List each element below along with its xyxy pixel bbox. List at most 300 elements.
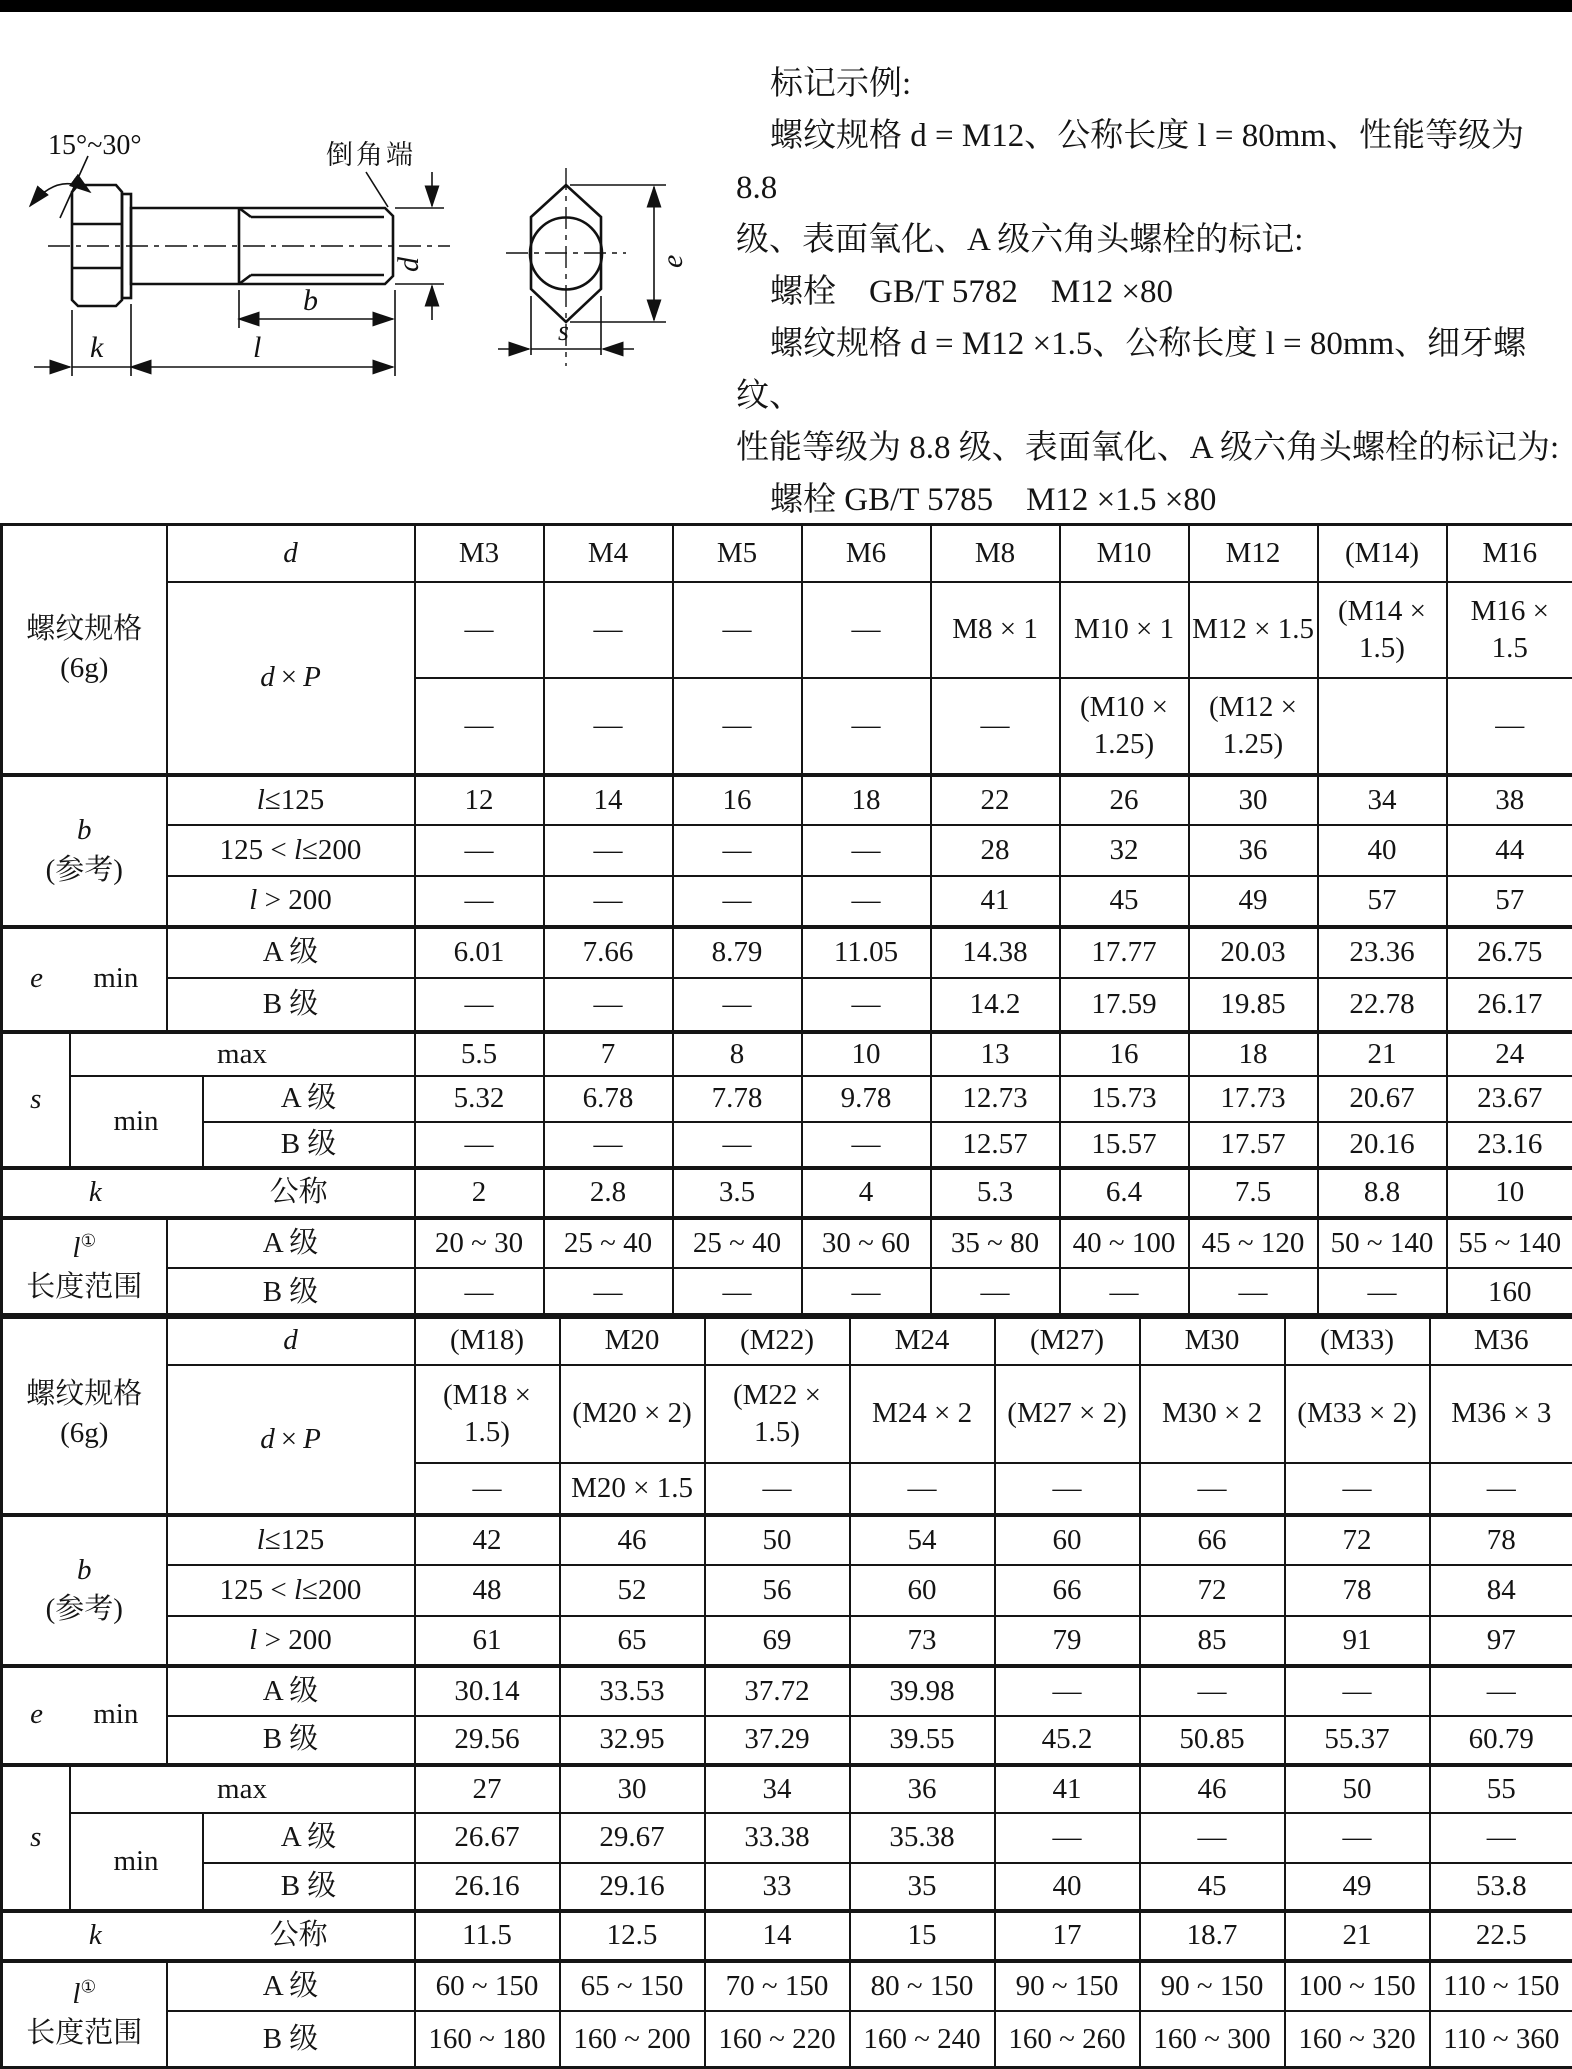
table-cell: — (802, 825, 931, 876)
table-cell: M10 × 1 (1060, 582, 1189, 678)
table-cell: 72 (1140, 1565, 1285, 1616)
table-cell: — (1285, 1813, 1430, 1863)
table-cell: 42 (415, 1515, 560, 1565)
table-cell: (M27 × 2) (995, 1365, 1140, 1463)
marking-line: 级、表面氧化、A 级六角头螺栓的标记: (736, 214, 1560, 266)
marking-line: 螺纹规格 d = M12 ×1.5、公称长度 l = 80mm、细牙螺纹、 (736, 318, 1560, 422)
table-cell: — (544, 825, 673, 876)
table-cell: 19.85 (1189, 978, 1318, 1032)
table-cell: 20 ~ 30 (415, 1218, 544, 1268)
table-cell: 35 (850, 1863, 995, 1911)
table-cell: 100 ~ 150 (1285, 1961, 1430, 2011)
table-row (2, 1565, 1572, 1616)
table-cell: 5.3 (931, 1168, 1060, 1218)
spec-table-m18-m36 (0, 1313, 1572, 2069)
table-cell: 55 ~ 140 (1447, 1218, 1572, 1268)
row-label-s (2, 1765, 70, 1911)
table-cell: 69 (705, 1616, 850, 1666)
row-label-min: min (70, 1076, 203, 1168)
table-row (2, 2011, 1572, 2068)
table-cell: M3 (415, 525, 544, 582)
row-label-dxp (167, 582, 415, 775)
table-cell: (M22) (705, 1315, 850, 1365)
table-cell: 65 (560, 1616, 705, 1666)
table-cell: 72 (1285, 1515, 1430, 1565)
table-cell: — (544, 1122, 673, 1168)
table-cell: 18.7 (1140, 1911, 1285, 1961)
table-row (2, 1813, 1572, 1863)
table-cell: 110 ~ 150 (1430, 1961, 1572, 2011)
row-label-thread-spec (2, 1315, 167, 1515)
table-cell: — (415, 1268, 544, 1318)
table-cell: 28 (931, 825, 1060, 876)
table-cell: 8.8 (1318, 1168, 1447, 1218)
header-row (2, 525, 1572, 582)
table-cell: 21 (1318, 1032, 1447, 1076)
table-cell: M12 (1189, 525, 1318, 582)
e-var: e (30, 959, 43, 998)
table-cell: (M12 × 1.25) (1189, 678, 1318, 775)
table-cell: M8 × 1 (931, 582, 1060, 678)
table-cell: 22.78 (1318, 978, 1447, 1032)
table-cell (1318, 678, 1447, 775)
table-row (2, 1218, 1572, 1268)
table-cell: 5.5 (415, 1032, 544, 1076)
table-cell: 11.05 (802, 927, 931, 978)
table-cell: 55 (1430, 1765, 1572, 1813)
angle-label: 15°~30° (48, 130, 142, 161)
l-var: l (249, 884, 257, 916)
table-cell: 40 (995, 1863, 1140, 1911)
table-cell: 12.5 (560, 1911, 705, 1961)
table-cell: 20.03 (1189, 927, 1318, 978)
table-cell: 14 (705, 1911, 850, 1961)
b-var: b (77, 1554, 92, 1586)
table-cell: 33.38 (705, 1813, 850, 1863)
min-text: min (93, 1695, 138, 1734)
table-cell: — (544, 876, 673, 927)
table-cell: 44 (1447, 825, 1572, 876)
centerlines (48, 168, 626, 366)
table-cell: — (1140, 1813, 1285, 1863)
table-cell: 15 (850, 1911, 995, 1961)
table-cell: M16 × 1.5 (1447, 582, 1572, 678)
table-cell: 97 (1430, 1616, 1572, 1666)
table-cell: — (415, 825, 544, 876)
table-row (2, 775, 1572, 825)
dim-s-label: s (558, 316, 569, 347)
table-cell: — (1140, 1666, 1285, 1716)
table-cell: — (1189, 1268, 1318, 1318)
table-cell: M16 (1447, 525, 1572, 582)
table-cell: 22 (931, 775, 1060, 825)
table-cell: — (673, 1268, 802, 1318)
table-cell: M36 (1430, 1315, 1572, 1365)
l-range-pre: 125 < (220, 1574, 294, 1606)
table-cell: M6 (802, 525, 931, 582)
table-cell: 36 (1189, 825, 1318, 876)
table-cell: 85 (1140, 1616, 1285, 1666)
row-label-d (167, 525, 415, 582)
table-cell: 39.55 (850, 1716, 995, 1765)
table-cell: 12.73 (931, 1076, 1060, 1122)
table-cell: — (544, 1268, 673, 1318)
table-cell: 45 (1060, 876, 1189, 927)
l-var: l (257, 1524, 265, 1556)
table-cell: M12 × 1.5 (1189, 582, 1318, 678)
table-cell: 90 ~ 150 (995, 1961, 1140, 2011)
table-cell: — (1060, 1268, 1189, 1318)
e-var: e (30, 1695, 43, 1734)
table-cell: 29.56 (415, 1716, 560, 1765)
table-cell: 17.77 (1060, 927, 1189, 978)
table-row (2, 1365, 1572, 1463)
d-var: d (283, 537, 298, 569)
table-cell: — (1430, 1463, 1572, 1515)
l-var: l (72, 1232, 80, 1264)
header-row (2, 1315, 1572, 1365)
table-cell: 18 (1189, 1032, 1318, 1076)
table-cell: 12 (415, 775, 544, 825)
row-label-grade-b: B 级 (167, 2011, 415, 2068)
table-cell: 26.75 (1447, 927, 1572, 978)
s-var: s (30, 1083, 41, 1115)
row-label-grade-a: A 级 (203, 1076, 415, 1122)
l-range-rest: ≤200 (302, 1574, 361, 1606)
table-cell: 10 (802, 1032, 931, 1076)
table-cell: 9.78 (802, 1076, 931, 1122)
table-cell: 7 (544, 1032, 673, 1076)
row-label-length-range (2, 1961, 167, 2068)
table-cell: 160 ~ 200 (560, 2011, 705, 2068)
table-cell: 37.72 (705, 1666, 850, 1716)
table-cell: 24 (1447, 1032, 1572, 1076)
marking-line: 螺栓 GB/T 5782 M12 ×80 (736, 266, 1560, 318)
table-cell: M5 (673, 525, 802, 582)
table-cell: 21 (1285, 1911, 1430, 1961)
marking-line: 性能等级为 8.8 级、表面氧化、A 级六角头螺栓的标记为: (736, 422, 1560, 474)
table-cell: — (544, 978, 673, 1032)
table-cell: 160 ~ 180 (415, 2011, 560, 2068)
table-cell: (M18 × 1.5) (415, 1365, 560, 1463)
table-cell: 91 (1285, 1616, 1430, 1666)
table-row (2, 927, 1572, 978)
l-var: l (249, 1624, 257, 1656)
table-cell: 50 (705, 1515, 850, 1565)
table-cell: M30 (1140, 1315, 1285, 1365)
table-cell: 23.16 (1447, 1122, 1572, 1168)
table-cell: 20.67 (1318, 1076, 1447, 1122)
table-cell: 7.78 (673, 1076, 802, 1122)
table-cell: 60.79 (1430, 1716, 1572, 1765)
table-cell: 80 ~ 150 (850, 1961, 995, 2011)
table-cell: — (415, 582, 544, 678)
table-cell: — (1285, 1666, 1430, 1716)
table-row (2, 1716, 1572, 1765)
table-cell: 11.5 (415, 1911, 560, 1961)
row-label-k-nominal (2, 1168, 415, 1218)
row-label-grade-a: A 级 (167, 1666, 415, 1716)
dim-d-label: d (392, 256, 425, 272)
table-row (2, 1076, 1572, 1122)
l-range-pre: 125 < (220, 834, 294, 866)
table-cell: — (673, 678, 802, 775)
table-cell: 33 (705, 1863, 850, 1911)
table-cell: 29.67 (560, 1813, 705, 1863)
nominal-text: 公称 (270, 1174, 328, 1210)
table-cell: 48 (415, 1565, 560, 1616)
table-cell: 65 ~ 150 (560, 1961, 705, 2011)
row-label-l-le-125 (167, 1515, 415, 1565)
footnote-mark: ① (80, 1230, 96, 1250)
row-label-grade-a: A 级 (203, 1813, 415, 1863)
k-var: k (89, 1917, 102, 1953)
b-note: (参考) (5, 1590, 164, 1629)
row-label-l-le-125 (167, 775, 415, 825)
table-row (2, 1911, 1572, 1961)
table-row (2, 1616, 1572, 1666)
table-cell: 26.17 (1447, 978, 1572, 1032)
table-row (2, 876, 1572, 927)
table-cell: 8.79 (673, 927, 802, 978)
table-cell: — (995, 1813, 1140, 1863)
row-label-grade-b: B 级 (167, 1268, 415, 1318)
table-cell: 61 (415, 1616, 560, 1666)
row-label-l-gt-200 (167, 1616, 415, 1666)
table-cell: M24 × 2 (850, 1365, 995, 1463)
thread-spec-text: 螺纹规格 (5, 610, 164, 649)
row-label-grade-a: A 级 (167, 1218, 415, 1268)
table-cell: 23.67 (1447, 1076, 1572, 1122)
table-cell: — (802, 678, 931, 775)
table-cell: 57 (1318, 876, 1447, 927)
table-cell: 17.73 (1189, 1076, 1318, 1122)
table-cell: 90 ~ 150 (1140, 1961, 1285, 2011)
table-cell: 25 ~ 40 (673, 1218, 802, 1268)
row-label-e-min (2, 927, 167, 1032)
marking-title: 标记示例: (736, 58, 1560, 110)
row-label-length-range (2, 1218, 167, 1318)
table-row (2, 1032, 1572, 1076)
table-row (2, 1765, 1572, 1813)
d-var: d (283, 1324, 298, 1356)
dim-l-label: l (253, 331, 261, 364)
table-cell: 32 (1060, 825, 1189, 876)
table-cell: 3.5 (673, 1168, 802, 1218)
table-cell: 70 ~ 150 (705, 1961, 850, 2011)
row-label-dxp (167, 1365, 415, 1515)
table-cell: — (544, 678, 673, 775)
length-range-text: 长度范围 (5, 1268, 164, 1307)
table-cell: 27 (415, 1765, 560, 1813)
table-cell: — (673, 582, 802, 678)
table-cell: 78 (1285, 1565, 1430, 1616)
table-cell: 41 (931, 876, 1060, 927)
table-cell: — (415, 1463, 560, 1515)
table-cell: 29.16 (560, 1863, 705, 1911)
table-cell: 41 (995, 1765, 1140, 1813)
table-cell: — (415, 678, 544, 775)
table-cell: M20 × 1.5 (560, 1463, 705, 1515)
table-cell: 32.95 (560, 1716, 705, 1765)
table-cell: 14.2 (931, 978, 1060, 1032)
table-cell: — (415, 1122, 544, 1168)
length-range-text: 长度范围 (5, 2014, 164, 2053)
bolt-drawing (20, 58, 742, 520)
table-cell: — (1430, 1666, 1572, 1716)
table-cell: (M10 × 1.25) (1060, 678, 1189, 775)
table-row (2, 1515, 1572, 1565)
table-cell: 4 (802, 1168, 931, 1218)
table-cell: (M20 × 2) (560, 1365, 705, 1463)
min-text: min (93, 959, 138, 998)
table-cell: 14 (544, 775, 673, 825)
table-cell: 20.16 (1318, 1122, 1447, 1168)
table-cell: 17.59 (1060, 978, 1189, 1032)
table-cell: 7.66 (544, 927, 673, 978)
table-cell: 160 ~ 220 (705, 2011, 850, 2068)
row-label-grade-b: B 级 (203, 1122, 415, 1168)
table-cell: 26.16 (415, 1863, 560, 1911)
table-cell: — (802, 1122, 931, 1168)
table-row (2, 978, 1572, 1032)
table-cell: 5.32 (415, 1076, 544, 1122)
table-cell: 54 (850, 1515, 995, 1565)
row-label-max: max (70, 1765, 415, 1813)
table-cell: 30 (1189, 775, 1318, 825)
table-cell: 36 (850, 1765, 995, 1813)
times-sign: × (275, 661, 303, 693)
table-cell: 16 (673, 775, 802, 825)
k-var: k (89, 1174, 102, 1210)
spec-table-m3-m16 (0, 523, 1572, 1319)
table-cell: 18 (802, 775, 931, 825)
row-label-max: max (70, 1032, 415, 1076)
row-label-l-125-200 (167, 825, 415, 876)
marking-example (736, 58, 1560, 526)
table-cell: 6.78 (544, 1076, 673, 1122)
p-var: P (303, 1423, 321, 1455)
row-label-grade-b: B 级 (203, 1863, 415, 1911)
table-cell: — (802, 1268, 931, 1318)
table-cell: 23.36 (1318, 927, 1447, 978)
table-cell: 34 (1318, 775, 1447, 825)
table-cell: 22.5 (1430, 1911, 1572, 1961)
d-var: d (260, 661, 275, 693)
table-cell: 60 ~ 150 (415, 1961, 560, 2011)
table-cell: — (931, 1268, 1060, 1318)
l-var: l (257, 784, 265, 816)
table-row (2, 825, 1572, 876)
table-cell: — (850, 1463, 995, 1515)
l-gt-200-text: > 200 (257, 1624, 331, 1656)
row-label-e-min (2, 1666, 167, 1765)
table-cell: 50.85 (1140, 1716, 1285, 1765)
table-row (2, 1666, 1572, 1716)
footnote-mark: ① (80, 1976, 96, 1996)
l-le-125-text: ≤125 (265, 1524, 324, 1556)
table-cell: — (673, 825, 802, 876)
dim-e-label: e (656, 255, 689, 268)
table-cell: — (673, 876, 802, 927)
row-label-l-gt-200 (167, 876, 415, 927)
table-cell: 14.38 (931, 927, 1060, 978)
table-cell: 37.29 (705, 1716, 850, 1765)
table-cell: (M27) (995, 1315, 1140, 1365)
row-label-s (2, 1032, 70, 1168)
table-cell: 6.4 (1060, 1168, 1189, 1218)
s-var: s (30, 1821, 41, 1853)
table-cell: 38 (1447, 775, 1572, 825)
table-cell: 45 ~ 120 (1189, 1218, 1318, 1268)
table-cell: — (544, 582, 673, 678)
table-row (2, 1961, 1572, 2011)
table-cell: — (673, 1122, 802, 1168)
table-cell: 160 ~ 320 (1285, 2011, 1430, 2068)
l-le-125-text: ≤125 (265, 784, 324, 816)
table-cell: 30 (560, 1765, 705, 1813)
table-cell: M4 (544, 525, 673, 582)
table-cell: 73 (850, 1616, 995, 1666)
table-cell: 8 (673, 1032, 802, 1076)
table-cell: (M14) (1318, 525, 1447, 582)
table-cell: 2.8 (544, 1168, 673, 1218)
dim-k-label: k (90, 331, 104, 364)
row-label-b-ref (2, 775, 167, 927)
row-label-grade-a: A 级 (167, 927, 415, 978)
d-var: d (260, 1423, 275, 1455)
marking-line: 螺纹规格 d = M12、公称长度 l = 80mm、性能等级为 8.8 (736, 110, 1560, 214)
table-cell: 6.01 (415, 927, 544, 978)
table-cell: 56 (705, 1565, 850, 1616)
table-cell: 49 (1285, 1863, 1430, 1911)
table-cell: 46 (560, 1515, 705, 1565)
table-cell: M30 × 2 (1140, 1365, 1285, 1463)
l-var: l (72, 1978, 80, 2010)
row-label-grade-a: A 级 (167, 1961, 415, 2011)
table-cell: — (1140, 1463, 1285, 1515)
table-cell: 84 (1430, 1565, 1572, 1616)
table-cell: — (415, 978, 544, 1032)
b-var: b (77, 814, 92, 846)
table-cell: 50 ~ 140 (1318, 1218, 1447, 1268)
table-cell: 17 (995, 1911, 1140, 1961)
table-cell: 160 (1447, 1268, 1572, 1318)
table-cell: (M33 × 2) (1285, 1365, 1430, 1463)
table-cell: — (673, 978, 802, 1032)
table-cell: — (931, 678, 1060, 775)
table-cell: 45.2 (995, 1716, 1140, 1765)
p-var: P (303, 661, 321, 693)
table-cell: 57 (1447, 876, 1572, 927)
table-cell: 160 ~ 260 (995, 2011, 1140, 2068)
table-cell: (M33) (1285, 1315, 1430, 1365)
row-label-grade-b: B 级 (167, 978, 415, 1032)
chamfer-label: 倒角端 (326, 140, 416, 170)
table-cell: M20 (560, 1315, 705, 1365)
table-cell: 55.37 (1285, 1716, 1430, 1765)
dim-b-label: b (303, 284, 318, 317)
row-label-d (167, 1315, 415, 1365)
table-cell: 35 ~ 80 (931, 1218, 1060, 1268)
row-label-l-125-200 (167, 1565, 415, 1616)
table-cell: 40 ~ 100 (1060, 1218, 1189, 1268)
table-cell: 35.38 (850, 1813, 995, 1863)
table-cell: — (705, 1463, 850, 1515)
table-cell: 26 (1060, 775, 1189, 825)
table-cell: 66 (995, 1565, 1140, 1616)
table-row (2, 1168, 1572, 1218)
